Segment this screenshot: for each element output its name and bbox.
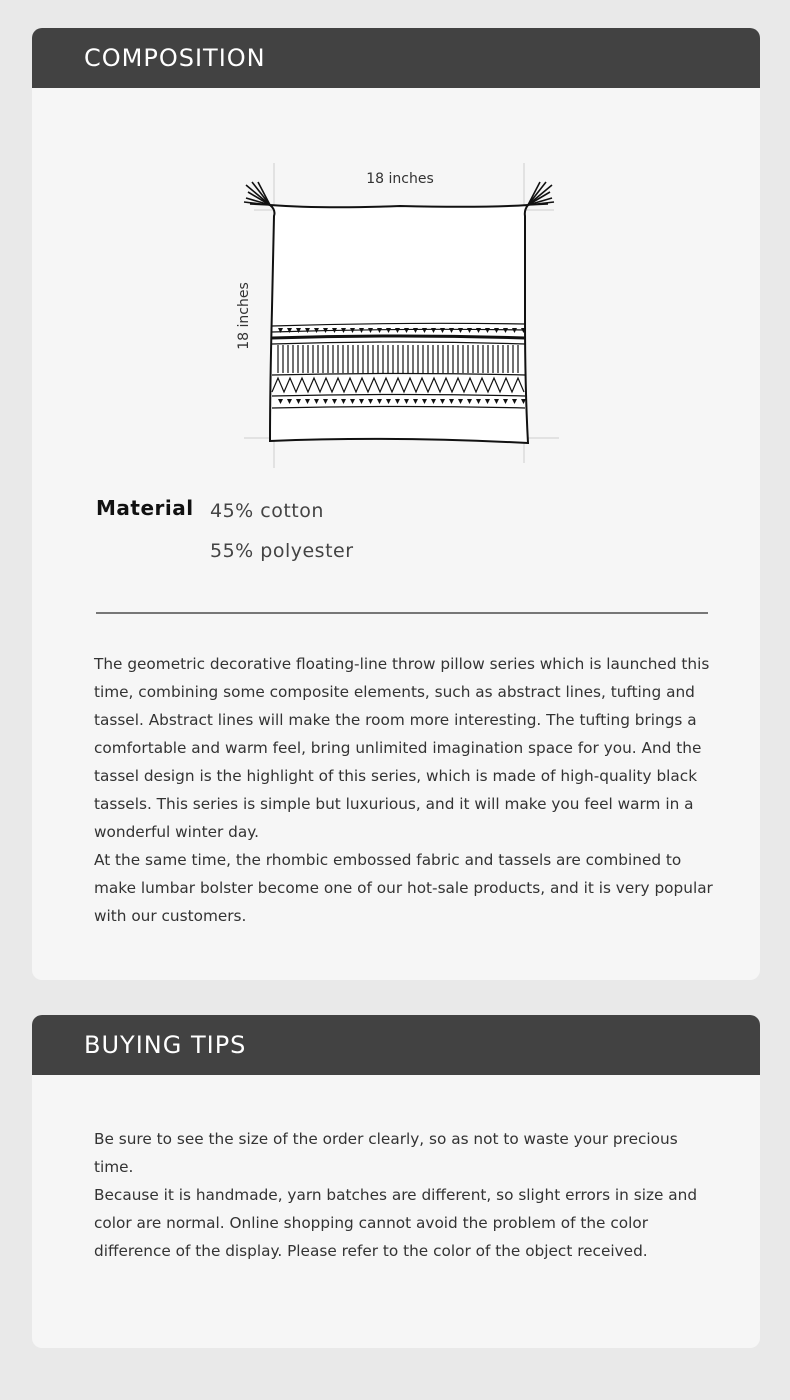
buying-tips-title: BUYING TIPS (84, 1031, 247, 1059)
material-value-polyester: 55% polyester (210, 540, 354, 562)
buying-tips-card (32, 1015, 760, 1348)
description-paragraph-1: The geometric decorative floating-line throw pillow series which is launched this time, combining some composite elements, such as abstract lines, tufting and tassel. Abstract lines will make the room more interesting. The tufting brings a comfortable and warm feel, bring unlimited imagination space for you. And the tassel design is the highlight of this series, which is made of high-quality black tassels. This series is simple but luxurious, and it will make you feel warm in a wonderful winter day. (94, 655, 710, 841)
tassel-right-icon (528, 182, 554, 205)
composition-title: COMPOSITION (84, 44, 266, 72)
composition-header (32, 28, 760, 88)
pillow-size-diagram (234, 158, 574, 478)
description-paragraph-2: At the same time, the rhombic embossed fabric and tassels are combined to make lumbar bolster become one of our hot-sale products, and it is very popular with our customers. (94, 851, 713, 925)
composition-card (32, 28, 760, 980)
width-dimension-label: 18 inches (366, 171, 434, 187)
tassel-left-icon (244, 182, 270, 205)
tip-paragraph-2: Because it is handmade, yarn batches are different, so slight errors in size and color are normal. Online shopping cannot avoid the problem of the color difference of the display. Please refer to the color of the object received. (94, 1186, 698, 1260)
buying-tips-header (32, 1015, 760, 1075)
material-label: Material (96, 496, 194, 520)
divider (96, 612, 708, 614)
material-value-cotton: 45% cotton (210, 500, 324, 522)
height-dimension-label: 18 inches (236, 282, 252, 350)
tip-paragraph-1: Be sure to see the size of the order clearly, so as not to waste your precious time. (94, 1130, 678, 1176)
